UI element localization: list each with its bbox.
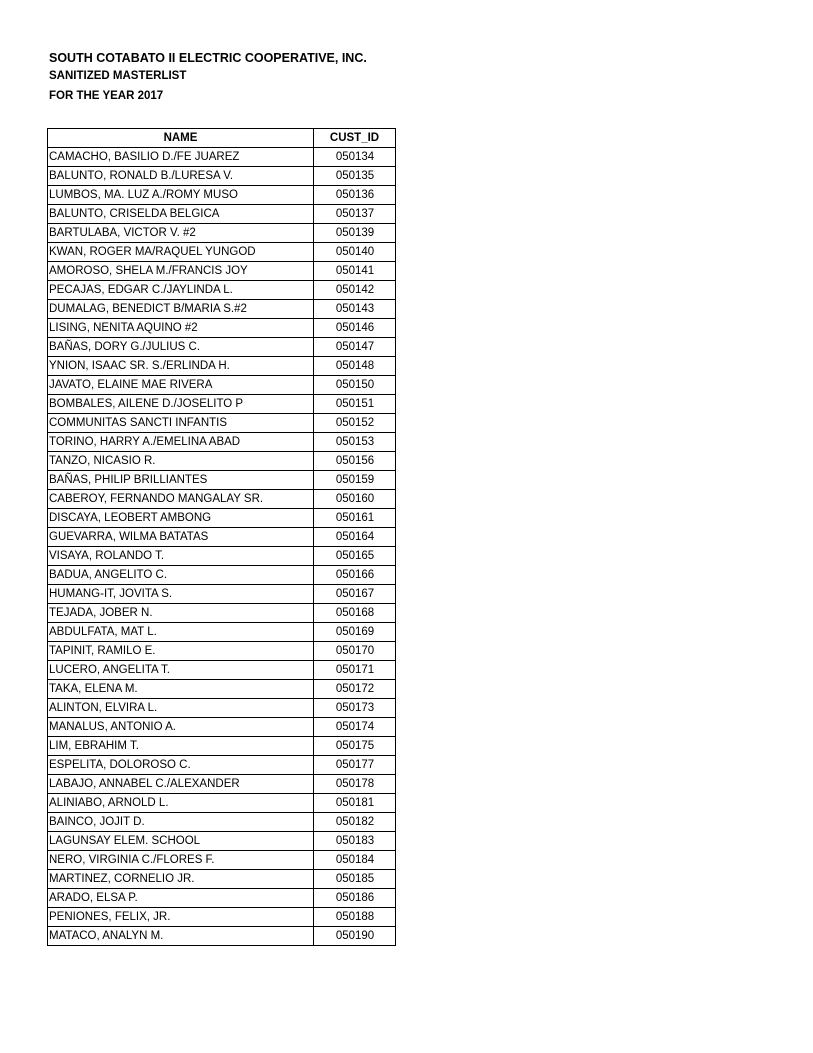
table-row [48, 756, 396, 775]
customer-id-cell: 050166 [314, 566, 396, 585]
table-row [48, 604, 396, 623]
customer-id-cell: 050137 [314, 205, 396, 224]
customer-id-cell: 050146 [314, 319, 396, 338]
table-row [48, 737, 396, 756]
header-row [48, 129, 396, 148]
customer-name-cell: LIM, EBRAHIM T. [48, 737, 314, 756]
customer-name-cell: MATACO, ANALYN M. [48, 927, 314, 946]
table-row [48, 300, 396, 319]
table-row [48, 927, 396, 946]
customer-name-cell: LABAJO, ANNABEL C./ALEXANDER [48, 775, 314, 794]
column-header-cust-id: CUST_ID [314, 129, 396, 148]
customer-name-cell: JAVATO, ELAINE MAE RIVERA [48, 376, 314, 395]
table-header [48, 129, 396, 148]
table-row [48, 395, 396, 414]
customer-id-cell: 050153 [314, 433, 396, 452]
customer-name-cell: TORINO, HARRY A./EMELINA ABAD [48, 433, 314, 452]
customer-id-cell: 050136 [314, 186, 396, 205]
document-subtitle: SANITIZED MASTERLIST [49, 70, 187, 82]
customer-id-cell: 050169 [314, 623, 396, 642]
table-row [48, 205, 396, 224]
customer-id-cell: 050175 [314, 737, 396, 756]
table-row [48, 547, 396, 566]
customer-id-cell: 050150 [314, 376, 396, 395]
table-row [48, 642, 396, 661]
customer-id-cell: 050172 [314, 680, 396, 699]
customer-name-cell: TAPINIT, RAMILO E. [48, 642, 314, 661]
customer-id-cell: 050181 [314, 794, 396, 813]
table-row [48, 528, 396, 547]
customer-id-cell: 050190 [314, 927, 396, 946]
table-row [48, 414, 396, 433]
customer-name-cell: BADUA, ANGELITO C. [48, 566, 314, 585]
customer-id-cell: 050177 [314, 756, 396, 775]
customer-name-cell: MARTINEZ, CORNELIO JR. [48, 870, 314, 889]
customer-id-cell: 050142 [314, 281, 396, 300]
table-body [48, 148, 396, 946]
table-row [48, 376, 396, 395]
table-row [48, 148, 396, 167]
customer-id-cell: 050178 [314, 775, 396, 794]
customer-name-cell: DUMALAG, BENEDICT B/MARIA S.#2 [48, 300, 314, 319]
customer-name-cell: PENIONES, FELIX, JR. [48, 908, 314, 927]
customer-name-cell: BAÑAS, DORY G./JULIUS C. [48, 338, 314, 357]
customer-id-cell: 050183 [314, 832, 396, 851]
customer-id-cell: 050164 [314, 528, 396, 547]
document-header [49, 50, 367, 106]
customer-name-cell: VISAYA, ROLANDO T. [48, 547, 314, 566]
customer-id-cell: 050143 [314, 300, 396, 319]
column-header-name: NAME [48, 129, 314, 148]
customer-name-cell: BAINCO, JOJIT D. [48, 813, 314, 832]
customer-id-cell: 050147 [314, 338, 396, 357]
table-row [48, 167, 396, 186]
customer-id-cell: 050156 [314, 452, 396, 471]
table-row [48, 775, 396, 794]
customer-name-cell: DISCAYA, LEOBERT AMBONG [48, 509, 314, 528]
customer-name-cell: LISING, NENITA AQUINO #2 [48, 319, 314, 338]
customer-name-cell: BALUNTO, CRISELDA BELGICA [48, 205, 314, 224]
customer-id-cell: 050173 [314, 699, 396, 718]
customer-id-cell: 050151 [314, 395, 396, 414]
customer-id-cell: 050170 [314, 642, 396, 661]
customer-name-cell: BOMBALES, AILENE D./JOSELITO P [48, 395, 314, 414]
customer-name-cell: TANZO, NICASIO R. [48, 452, 314, 471]
customer-id-cell: 050159 [314, 471, 396, 490]
table-row [48, 889, 396, 908]
customer-name-cell: MANALUS, ANTONIO A. [48, 718, 314, 737]
customer-id-cell: 050140 [314, 243, 396, 262]
customer-id-cell: 050168 [314, 604, 396, 623]
table-row [48, 471, 396, 490]
customer-name-cell: YNION, ISAAC SR. S./ERLINDA H. [48, 357, 314, 376]
customer-id-cell: 050161 [314, 509, 396, 528]
table-row [48, 452, 396, 471]
table-row [48, 623, 396, 642]
organization-name: SOUTH COTABATO II ELECTRIC COOPERATIVE, INC. [49, 51, 367, 65]
customer-name-cell: CABEROY, FERNANDO MANGALAY SR. [48, 490, 314, 509]
table-row [48, 338, 396, 357]
customer-name-cell: HUMANG-IT, JOVITA S. [48, 585, 314, 604]
year-line: FOR THE YEAR 2017 [49, 90, 164, 102]
table-row [48, 566, 396, 585]
customer-name-cell: TEJADA, JOBER N. [48, 604, 314, 623]
table-row [48, 490, 396, 509]
masterlist-table [47, 128, 396, 946]
table-row [48, 281, 396, 300]
customer-id-cell: 050165 [314, 547, 396, 566]
customer-id-cell: 050167 [314, 585, 396, 604]
customer-name-cell: BARTULABA, VICTOR V. #2 [48, 224, 314, 243]
customer-name-cell: COMMUNITAS SANCTI INFANTIS [48, 414, 314, 433]
customer-name-cell: ALINTON, ELVIRA L. [48, 699, 314, 718]
customer-name-cell: LUMBOS, MA. LUZ A./ROMY MUSO [48, 186, 314, 205]
customer-name-cell: ESPELITA, DOLOROSO C. [48, 756, 314, 775]
customer-name-cell: BALUNTO, RONALD B./LURESA V. [48, 167, 314, 186]
table-row [48, 699, 396, 718]
table-row [48, 262, 396, 281]
customer-name-cell: ARADO, ELSA P. [48, 889, 314, 908]
customer-id-cell: 050135 [314, 167, 396, 186]
customer-name-cell: ALINIABO, ARNOLD L. [48, 794, 314, 813]
customer-id-cell: 050148 [314, 357, 396, 376]
table-row [48, 908, 396, 927]
table-row [48, 433, 396, 452]
customer-name-cell: AMOROSO, SHELA M./FRANCIS JOY [48, 262, 314, 281]
table-row [48, 718, 396, 737]
customer-id-cell: 050186 [314, 889, 396, 908]
table-row [48, 870, 396, 889]
table-row [48, 357, 396, 376]
table-row [48, 585, 396, 604]
table-row [48, 813, 396, 832]
customer-id-cell: 050174 [314, 718, 396, 737]
customer-id-cell: 050185 [314, 870, 396, 889]
customer-id-cell: 050171 [314, 661, 396, 680]
customer-name-cell: PECAJAS, EDGAR C./JAYLINDA L. [48, 281, 314, 300]
customer-id-cell: 050141 [314, 262, 396, 281]
customer-name-cell: KWAN, ROGER MA/RAQUEL YUNGOD [48, 243, 314, 262]
customer-name-cell: LAGUNSAY ELEM. SCHOOL [48, 832, 314, 851]
customer-id-cell: 050160 [314, 490, 396, 509]
table-row [48, 794, 396, 813]
table-row [48, 186, 396, 205]
customer-id-cell: 050188 [314, 908, 396, 927]
table-row [48, 243, 396, 262]
customer-name-cell: BAÑAS, PHILIP BRILLIANTES [48, 471, 314, 490]
customer-name-cell: GUEVARRA, WILMA BATATAS [48, 528, 314, 547]
customer-name-cell: NERO, VIRGINIA C./FLORES F. [48, 851, 314, 870]
customer-id-cell: 050134 [314, 148, 396, 167]
table-row [48, 832, 396, 851]
customer-name-cell: ABDULFATA, MAT L. [48, 623, 314, 642]
table-row [48, 319, 396, 338]
customer-id-cell: 050139 [314, 224, 396, 243]
customer-name-cell: TAKA, ELENA M. [48, 680, 314, 699]
table-row [48, 851, 396, 870]
customer-id-cell: 050152 [314, 414, 396, 433]
customer-name-cell: CAMACHO, BASILIO D./FE JUAREZ [48, 148, 314, 167]
customer-name-cell: LUCERO, ANGELITA T. [48, 661, 314, 680]
customer-id-cell: 050184 [314, 851, 396, 870]
customer-id-cell: 050182 [314, 813, 396, 832]
table-row [48, 661, 396, 680]
table-row [48, 224, 396, 243]
table-row [48, 509, 396, 528]
table-row [48, 680, 396, 699]
